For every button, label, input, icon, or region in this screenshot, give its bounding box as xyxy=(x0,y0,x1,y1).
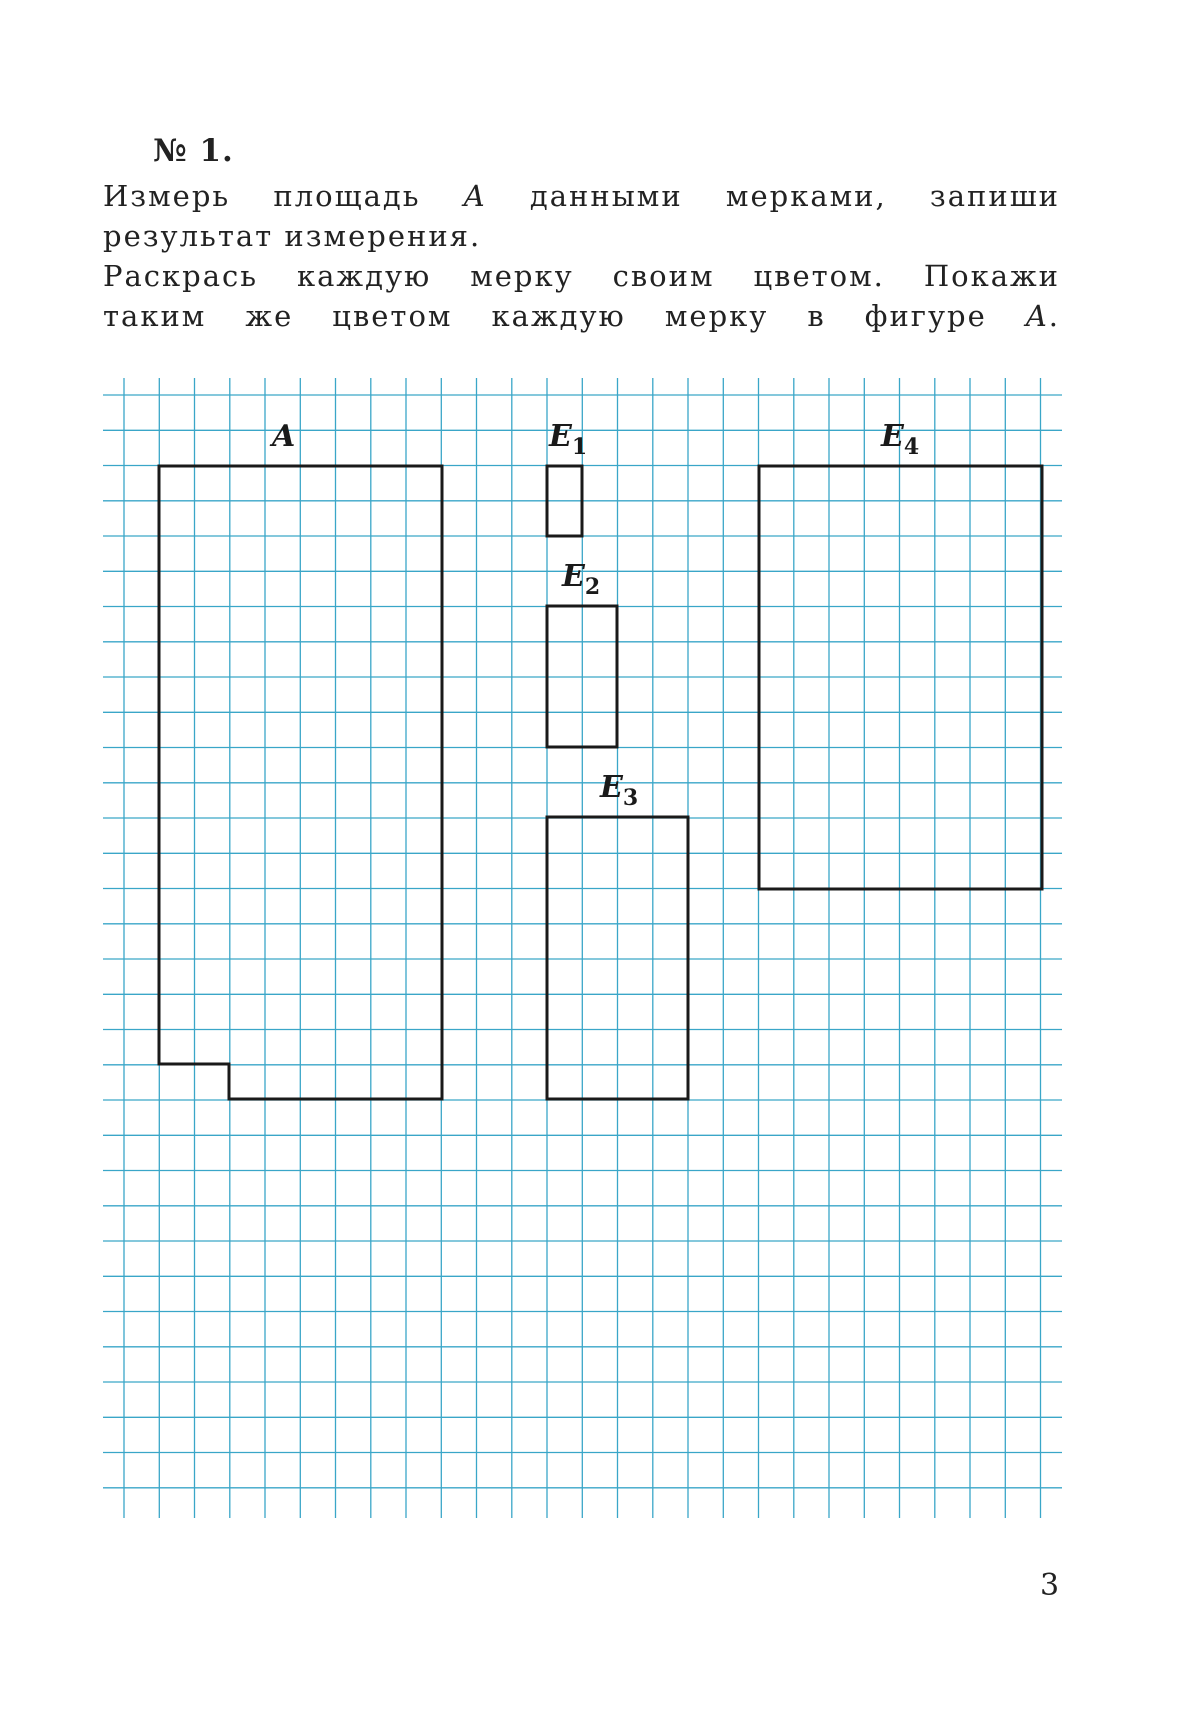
figure-E3-subscript: 3 xyxy=(622,785,639,811)
figure-reference-A-2: A xyxy=(1025,299,1049,333)
task-line-3: Раскрась каждую мерку своим цветом. Покажи xyxy=(103,259,1060,293)
figure-E3-letter: E xyxy=(600,770,623,805)
task-line-1-end: данными мерками, запиши xyxy=(486,179,1060,213)
figure-E1-subscript: 1 xyxy=(571,434,588,460)
task-line-2: результат измерения. xyxy=(103,219,482,253)
figure-E3-label xyxy=(599,770,638,811)
grid-lines xyxy=(103,378,1062,1518)
figure-E4-letter: E xyxy=(881,419,904,454)
figure-E2-subscript: 2 xyxy=(584,574,601,600)
figure-E4-label xyxy=(880,419,919,460)
task-line-4-end: . xyxy=(1048,299,1060,333)
figure-E1-letter: E xyxy=(549,419,572,454)
task-line-1-start: Измерь площадь xyxy=(103,179,464,213)
figure-reference-A: A xyxy=(463,179,487,213)
task-number: № 1. xyxy=(153,133,234,169)
figure-E1-label xyxy=(548,419,587,460)
figure-A-label xyxy=(269,419,295,454)
figure-E2-label xyxy=(561,559,600,600)
figure-E4-subscript: 4 xyxy=(903,434,920,460)
task-line-4-start: таким же цветом каждую мерку в фигуре xyxy=(103,299,1026,333)
figure-A-letter: A xyxy=(272,419,296,454)
figure-E2-letter: E xyxy=(562,559,585,594)
page-number: 3 xyxy=(1040,1568,1060,1603)
